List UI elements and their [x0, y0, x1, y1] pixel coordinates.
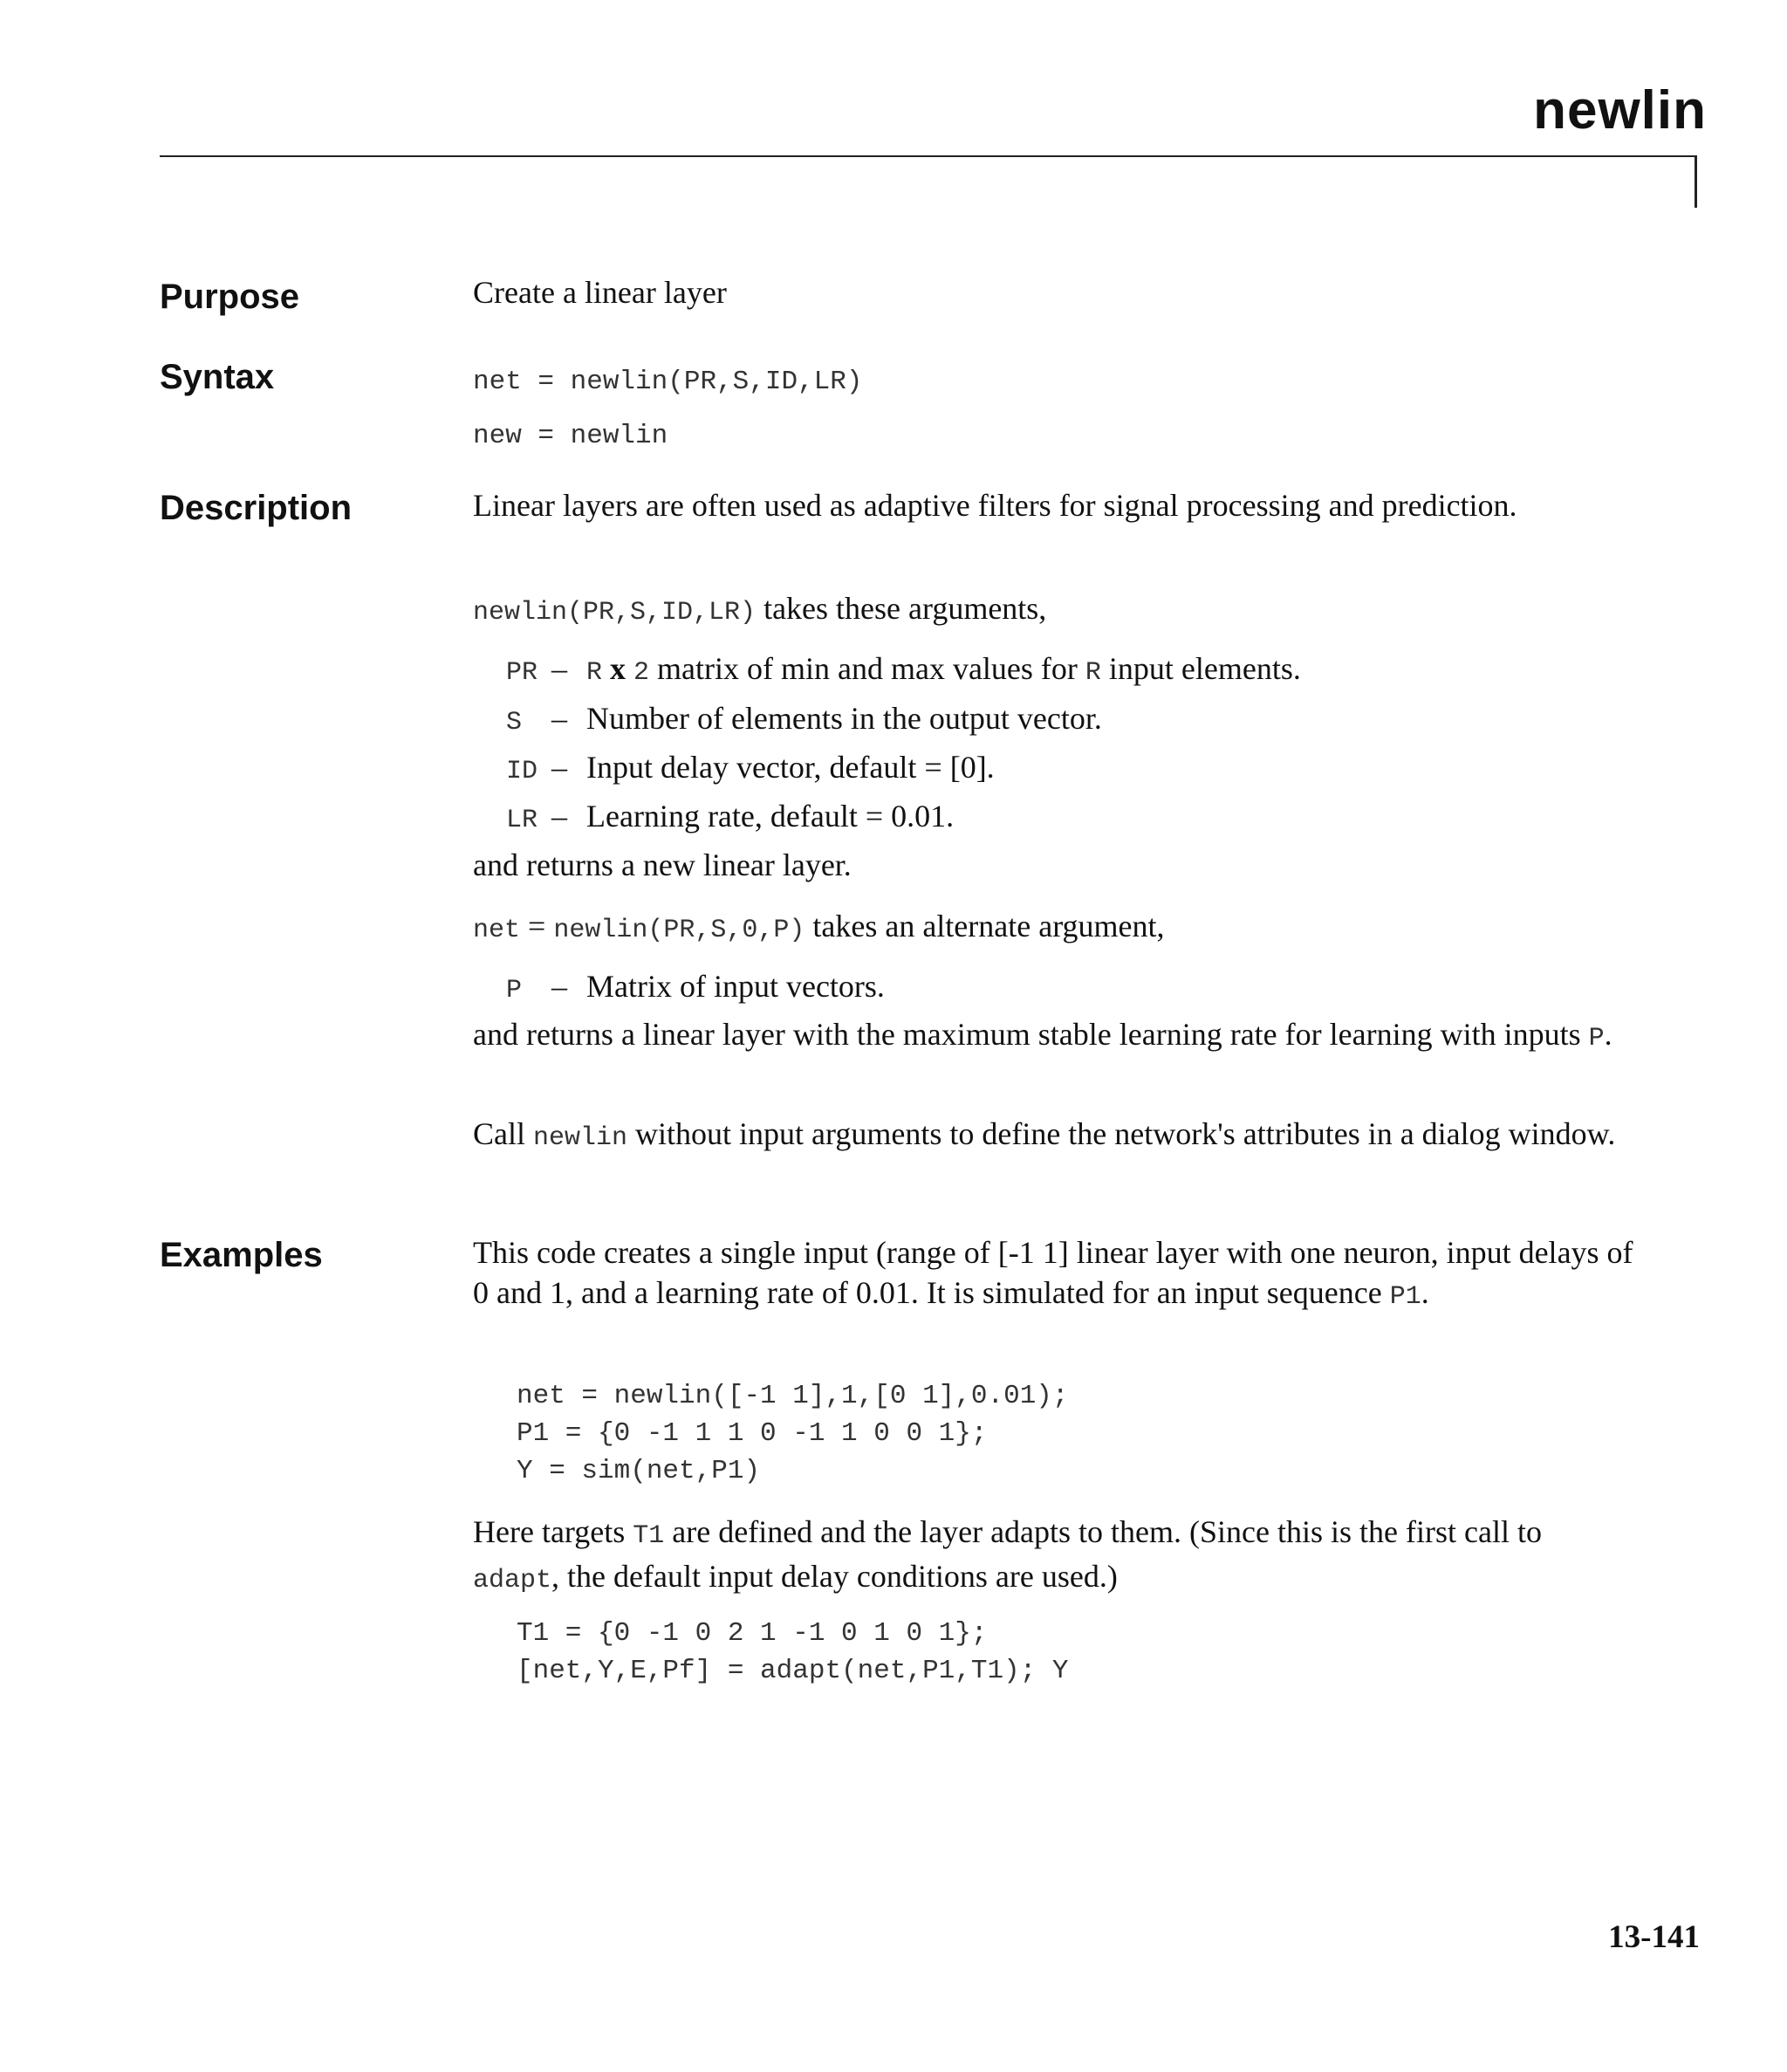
header-rule-tick: [1695, 155, 1697, 208]
header-rule: [160, 155, 1697, 157]
inline-code: newlin: [533, 1123, 628, 1153]
inline-code: P1: [1389, 1282, 1421, 1312]
argument-name: S: [506, 708, 523, 738]
purpose-text: Create a linear layer: [473, 275, 727, 310]
code-line: T1 = {0 -1 0 2 1 -1 0 1 0 1};: [517, 1618, 988, 1649]
page-number: 13-141: [1608, 1919, 1700, 1955]
inline-code: newlin(PR,S,ID,LR): [473, 598, 757, 628]
examples-label: Examples: [160, 1236, 323, 1274]
code-line: net = newlin([-1 1],1,[0 1],0.01);: [517, 1381, 1069, 1411]
code-line: P1 = {0 -1 1 1 0 -1 1 0 0 1};: [517, 1418, 988, 1449]
argument-name: P: [506, 976, 523, 1005]
argument-name: PR: [506, 658, 538, 688]
description-paragraph: net = newlin(PR,S,0,P) takes an alternate argument,: [473, 909, 1165, 945]
syntax-line: new = newlin: [473, 421, 668, 451]
argument-item: PR – R x 2 matrix of min and max values for R input elements.: [506, 651, 1301, 688]
purpose-label: Purpose: [160, 278, 300, 316]
argument-item: LR – Learning rate, default = 0.01.: [506, 799, 955, 835]
examples-paragraph: This code creates a single input (range of [-1 1] linear layer with one neuron, input delays of 0 and 1, and a learning rate of 0.01. It is simulated for an input sequence P1.: [473, 1235, 1633, 1312]
description-paragraph: and returns a new linear layer.: [473, 847, 852, 882]
inline-code: newlin(PR,S,0,P): [553, 916, 805, 945]
description-label: Description: [160, 489, 353, 527]
code-line: Y = sim(net,P1): [517, 1456, 761, 1486]
inline-code: T1: [633, 1521, 665, 1551]
inline-code: adapt: [473, 1566, 552, 1595]
description-paragraph: newlin(PR,S,ID,LR) takes these arguments,: [473, 591, 1047, 628]
argument-name: ID: [506, 757, 538, 786]
inline-code: P: [1588, 1024, 1605, 1053]
description-paragraph: Linear layers are often used as adaptive filters for signal processing and prediction.: [473, 488, 1517, 523]
page-title: newlin: [1533, 80, 1707, 141]
argument-item: S – Number of elements in the output vector.: [506, 701, 1102, 738]
examples-paragraph: Here targets T1 are defined and the layer adapts to them. (Since this is the first call to adapt, the default input delay conditions are used.): [473, 1514, 1542, 1595]
code-line: [net,Y,E,Pf] = adapt(net,P1,T1); Y: [517, 1656, 1069, 1686]
argument-item: ID – Input delay vector, default = [0].: [506, 750, 995, 786]
syntax-line: net = newlin(PR,S,ID,LR): [473, 367, 863, 397]
syntax-label: Syntax: [160, 358, 275, 396]
description-paragraph: Call newlin without input arguments to define the network's attributes in a dialog window.: [473, 1116, 1616, 1153]
argument-name: LR: [506, 806, 538, 835]
argument-item: P – Matrix of input vectors.: [506, 969, 885, 1005]
description-paragraph: and returns a linear layer with the maximum stable learning rate for learning with inputs P.: [473, 1017, 1612, 1053]
